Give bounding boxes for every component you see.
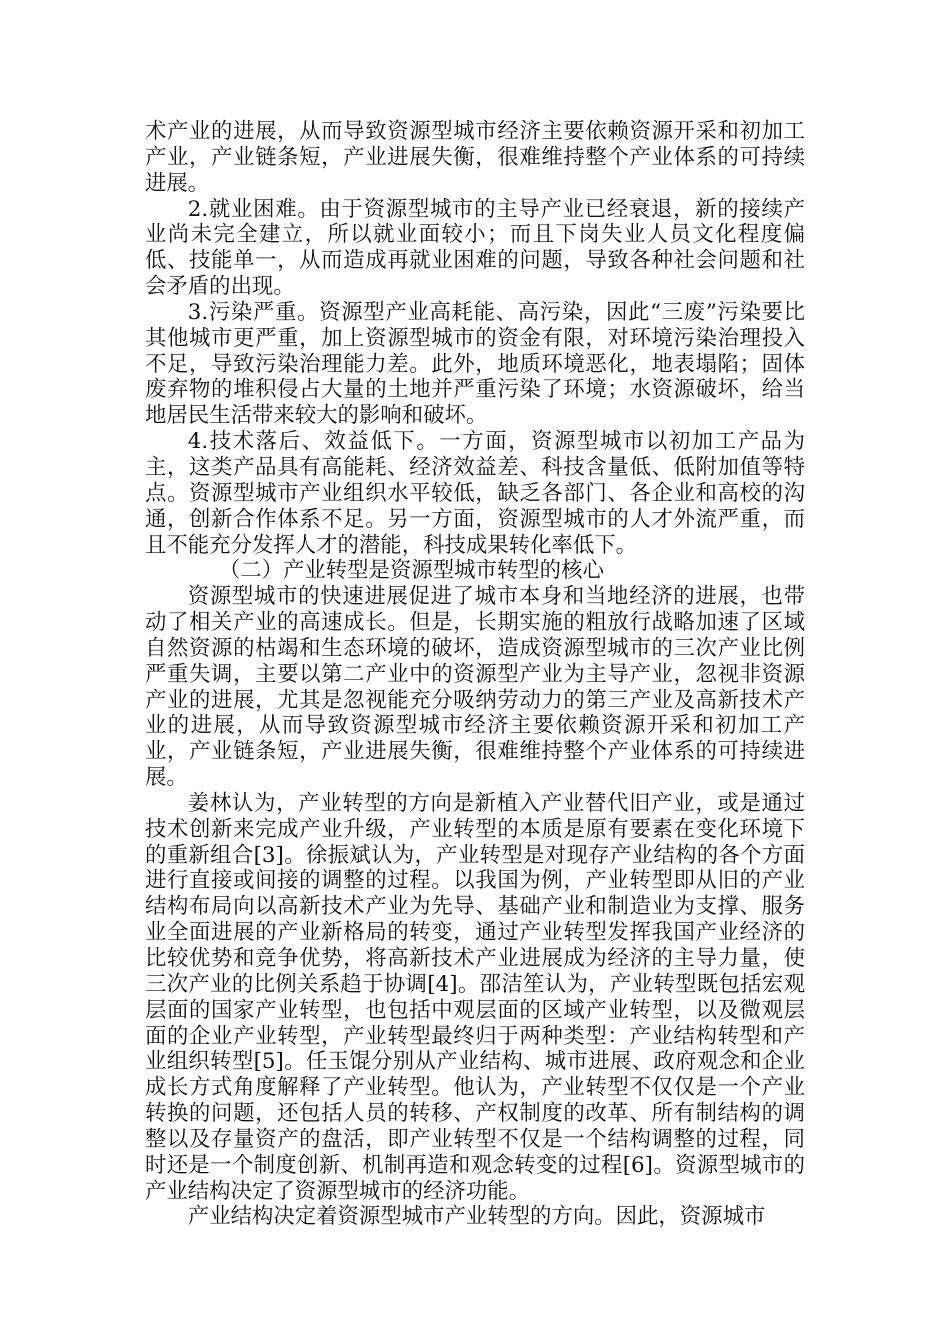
paragraph-backward-technology: 4.技术落后、效益低下。一方面，资源型城市以初加工产品为主，这类产品具有高能耗、经济效益差、科技含量低、低附加值等特点。资源型城市产业组织水平较低，缺乏各部门、各企业和高校的沟通，创新合作体系不足。另一方面，资源型城市的人才外流严重，而且不能充分发挥人才的潜能，科技成果转化率低下。 (145, 429, 805, 558)
document-page (145, 119, 805, 1230)
paragraph-serious-pollution: 3.污染严重。资源型产业高耗能、高污染，因此“三废”污染要比其他城市更严重，加上资源型城市的资金有限，对环境污染治理投入不足，导致污染治理能力差。此外，地质环境恶化，地表塌陷；固体废弃物的堆积侵占大量的土地并严重污染了环境；水资源破坏，给当地居民生活带来较大的影响和破坏。 (145, 299, 805, 429)
section-heading: （二）产业转型是资源型城市转型的核心 (218, 558, 604, 584)
paragraph-industrial-structure: 产业结构决定着资源型城市产业转型的方向。因此，资源城市 (187, 1204, 766, 1230)
paragraph-employment-difficulty: 2.就业困难。由于资源型城市的主导产业已经衰退，新的接续产业尚未完全建立，所以就业面较小；而且下岗失业人员文化程度偏低、技能单一，从而造成再就业困难的问题，导致各种社会问题和社会矛盾的出现。 (145, 196, 805, 300)
paragraph-literature-review: 姜林认为，产业转型的方向是新植入产业替代旧产业，或是通过技术创新来完成产业升级，产业转型的本质是原有要素在变化环境下的重新组合[3]。徐振斌认为，产业转型是对现存产业结构的各个方面进行直接或间接的调整的过程。以我国为例，产业转型即从旧的产业结构布局向以高新技术产业为先导、基础产业和制造业为支撑、服务业全面进展的产业新格局的转变，通过产业转型发挥我国产业经济的比较优势和竞争优势，将高新技术产业进展成为经济的主导力量，使三次产业的比例关系趋于协调[4]。邵洁笙认为，产业转型既包括宏观层面的国家产业转型，也包括中观层面的区域产业转型，以及微观层面的企业产业转型，产业转型最终归于两种类型：产业结构转型和产业组织转型[5]。任玉馄分别从产业结构、城市进展、政府观念和企业成长方式角度解释了产业转型。他认为，产业转型不仅仅是一个产业转换的问题，还包括人员的转移、产权制度的改革、所有制结构的调整以及存量资产的盘活，即产业转型不仅是一个结构调整的过程，同时还是一个制度创新、机制再造和观念转变的过程[6]。资源型城市的产业结构决定了资源型城市的经济功能。 (145, 790, 805, 1204)
paragraph-continuation: 术产业的进展，从而导致资源型城市经济主要依赖资源开采和初加工产业，产业链条短，产业进展失衡，很难维持整个产业体系的可持续进展。 (145, 119, 805, 196)
paragraph-rapid-development: 资源型城市的快速进展促进了城市本身和当地经济的进展，也带动了相关产业的高速成长。但是，长期实施的粗放行战略加速了区域自然资源的枯竭和生态环境的破坏，造成资源型城市的三次产业比例严重失调，主要以第二产业中的资源型产业为主导产业，忽视非资源产业的进展，尤其是忽视能充分吸纳劳动力的第三产业及高新技术产业的进展，从而导致资源型城市经济主要依赖资源开采和初加工产业，产业链条短，产业进展失衡，很难维持整个产业体系的可持续进展。 (145, 584, 805, 791)
